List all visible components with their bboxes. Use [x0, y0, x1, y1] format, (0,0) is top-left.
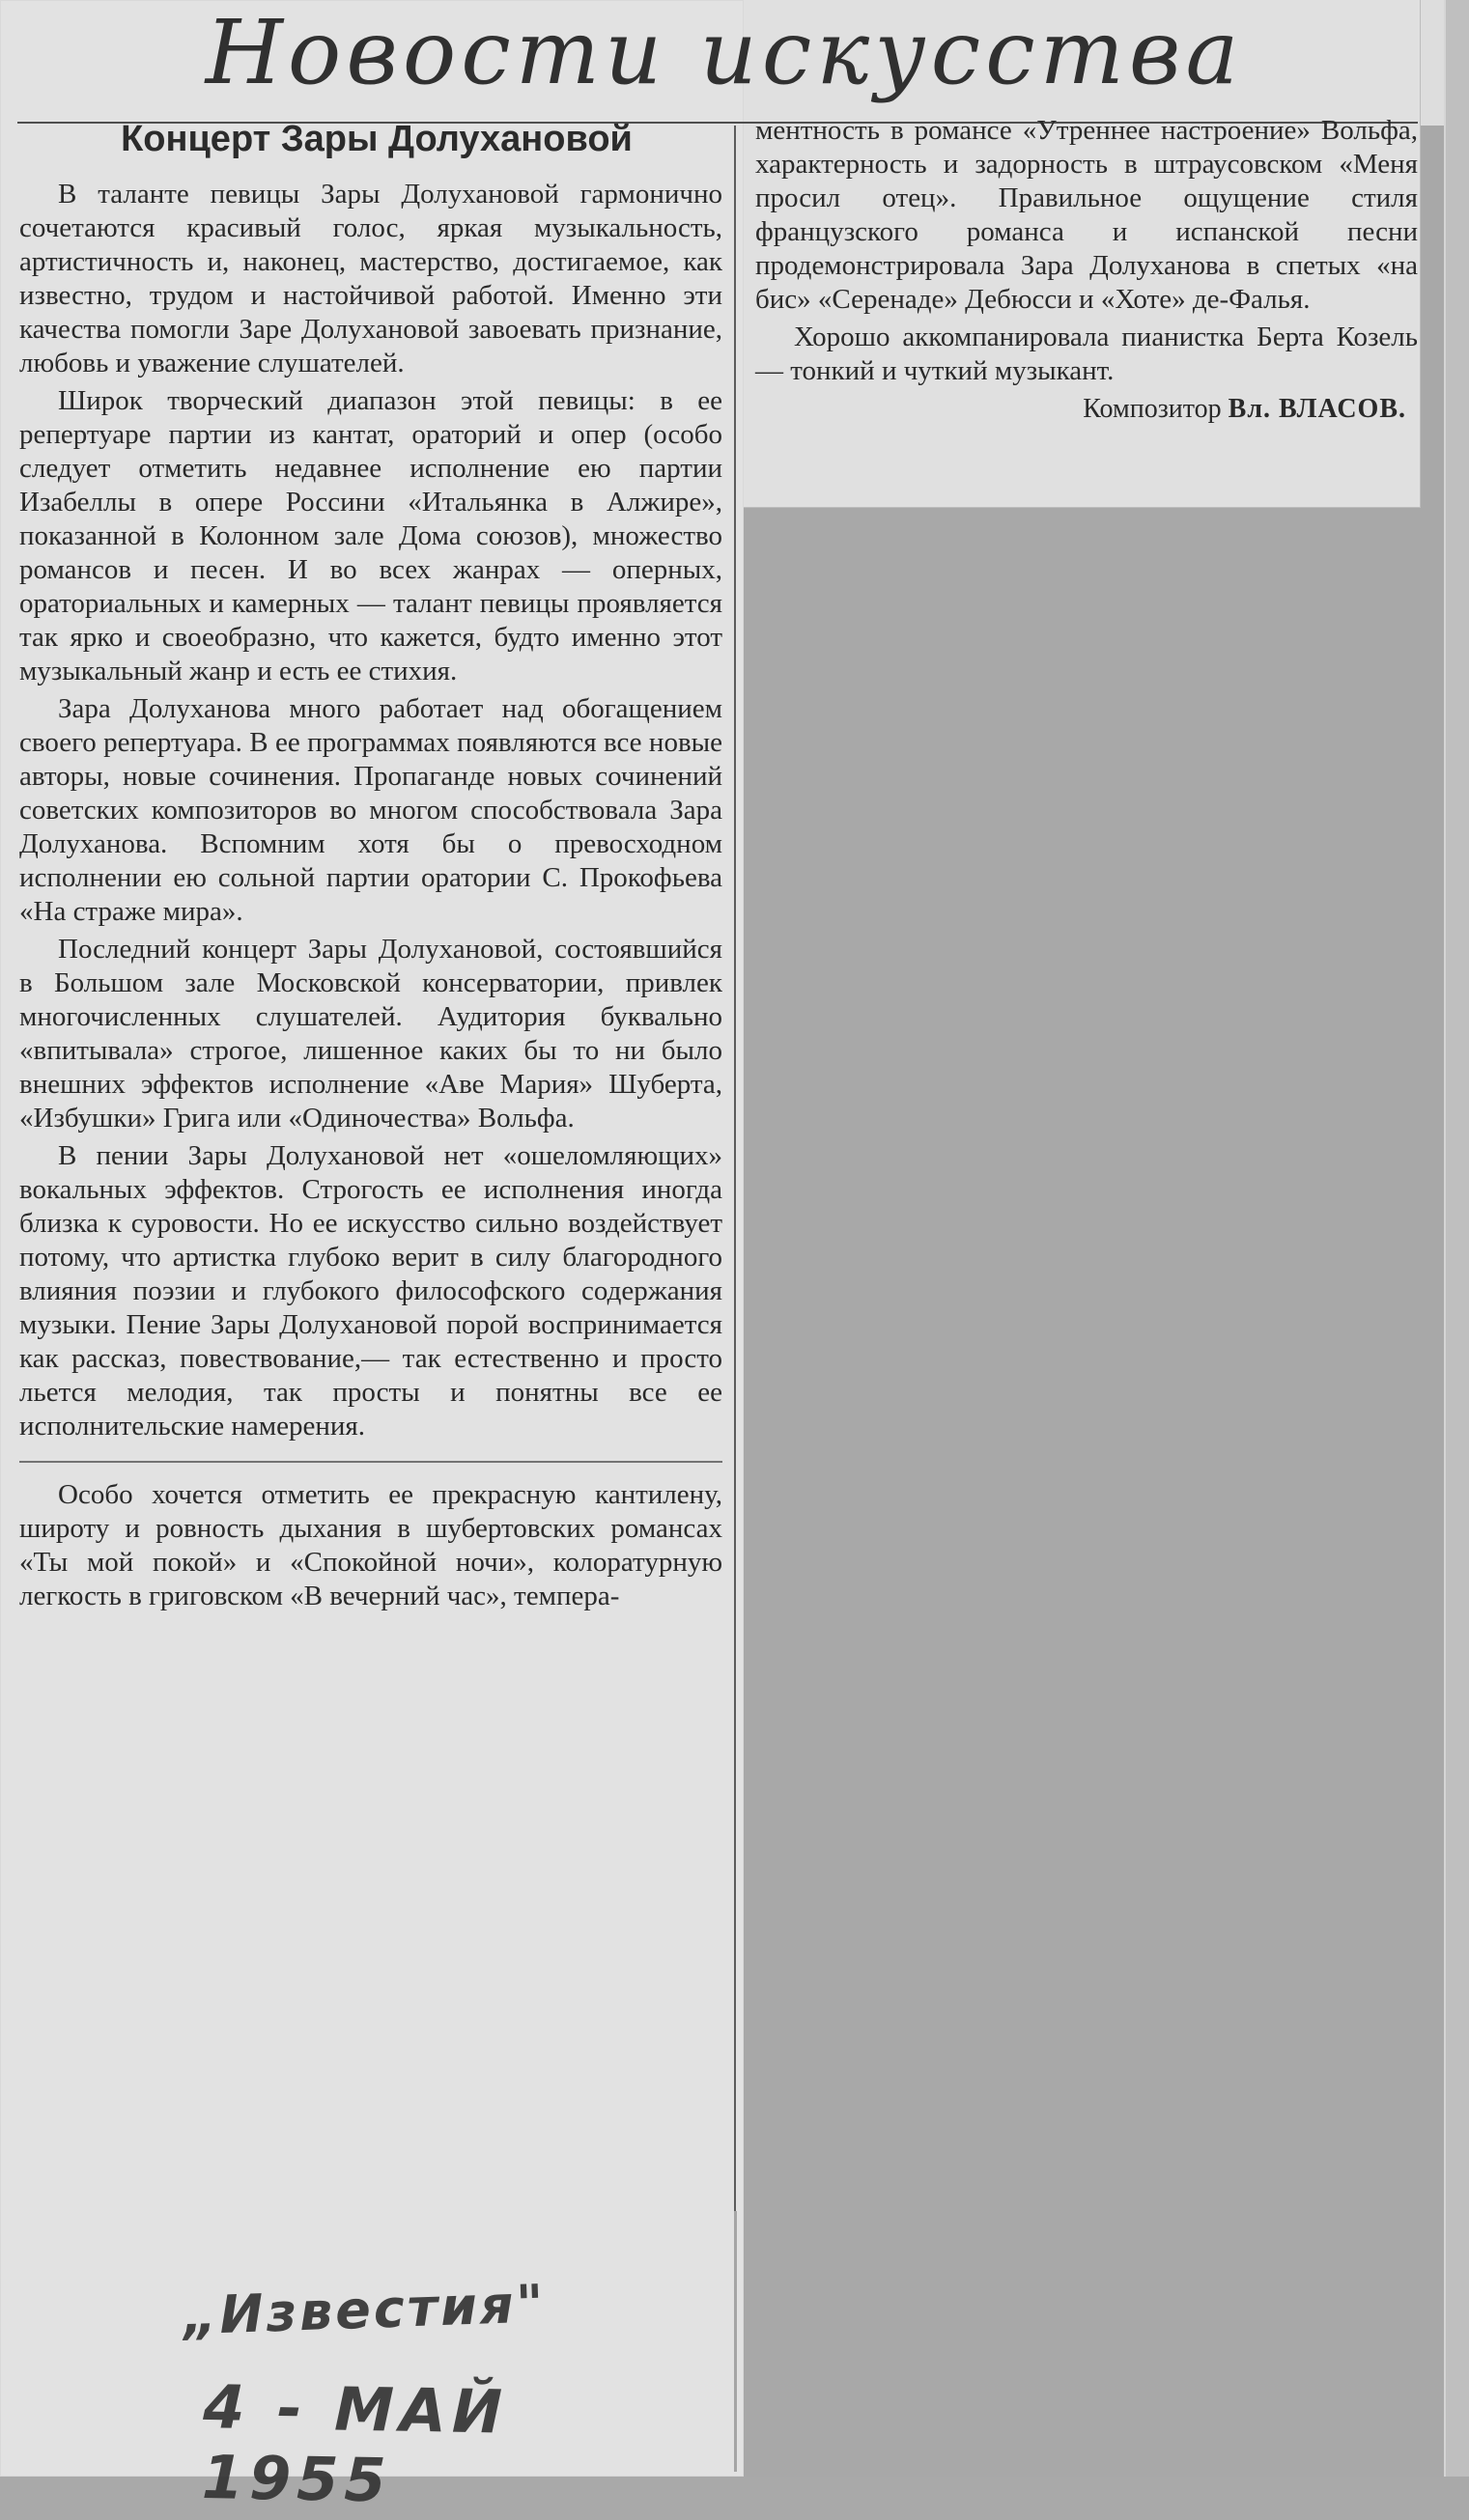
handwritten-source-note: „Известия" [182, 2273, 548, 2347]
signature-prefix: Композитор [1083, 394, 1222, 424]
handwritten-date-stamp: 4 - МАЙ 1955 [201, 2371, 509, 2516]
signature-name: Вл. ВЛАСОВ. [1228, 394, 1406, 424]
paragraph: Хорошо аккомпанировала пианистка Берта Козель — тонкий и чуткий музыкант. [755, 322, 1418, 386]
paragraph: Широк творческий диапазон этой певицы: в ее репертуаре партии из кантат, ораторий и опер (особо следует отметить недавнее исполнение ею партии Изабеллы в опере Россини «Итальянка в Алжире», показанной в Колонном зале Дома союзов), множество романсов и песен. И во всех жанрах — оперных, ораториальных и камерных — талант певицы проявляется так ярко и своеобразно, что кажется, будто именно этот музыкальный жанр и есть ее стихия. [19, 385, 722, 686]
left-column-text [19, 178, 722, 1613]
fold-mark [734, 2211, 737, 2472]
section-heading: Новости искусства [205, 1, 1244, 104]
right-column-text [755, 114, 1418, 426]
article-title: Концерт Зары Долухановой [121, 119, 633, 159]
paragraph: ментность в романсе «Утреннее настроение» Вольфа, характерность и задорность в штраусовском «Меня просил отец». Правильное ощущение стиля французского романса и испанской песни продемонстрировала Зара Долуханова в спетых «на бис» «Серенаде» Дебюсси и «Хоте» де-Фалья. [755, 115, 1418, 315]
paragraph: Последний концерт Зары Долухановой, состоявшийся в Большом зале Московской консерватории, привлек многочисленных слушателей. Аудитория буквально «впитывала» строгое, лишенное каких бы то ни было внешних эффектов исполнение «Аве Мария» Шуберта, «Избушки» Грига или «Одиночества» Вольфа. [19, 934, 722, 1134]
column-divider [734, 126, 736, 2211]
paper-edge [1444, 0, 1469, 2477]
paragraph: В таланте певицы Зары Долухановой гармонично сочетаются красивый голос, яркая музыкальность, артистичность и, наконец, мастерство, достигаемое, как известно, трудом и настойчивой работой. Именно эти качества помогли Заре Долухановой завоевать признание, любовь и уважение слушателей. [19, 179, 722, 378]
paragraph: Зара Долуханова много работает над обогащением своего репертуара. В ее программах появляются все новые авторы, новые сочинения. Пропаганде новых сочинений советских композиторов во многом способствовала Зара Долуханова. Вспомним хотя бы о превосходном исполнении ею сольной партии оратории С. Прокофьева «На страже мира». [19, 693, 722, 927]
paragraph-separator [19, 1461, 722, 1463]
author-signature [755, 392, 1418, 426]
paragraph: В пении Зары Долухановой нет «ошеломляющих» вокальных эффектов. Строгость ее исполнения иногда близка к суровости. Но ее искусство сильно воздействует потому, что артистка глубоко верит в силу благородного влияния поэзии и глубокого философского содержания музыки. Пение Зары Долухановой порой воспринимается как рассказ, повествование,— так естественно и просто льется мелодия, так просты и понятны все ее исполнительские намерения. [19, 1140, 722, 1442]
paragraph: Особо хочется отметить ее прекрасную кантилену, широту и ровность дыхания в шубертовских романсах «Ты мой покой» и «Спокойной ночи», колоратурную легкость в григовском «В вечерний час», темпера- [19, 1479, 722, 1611]
